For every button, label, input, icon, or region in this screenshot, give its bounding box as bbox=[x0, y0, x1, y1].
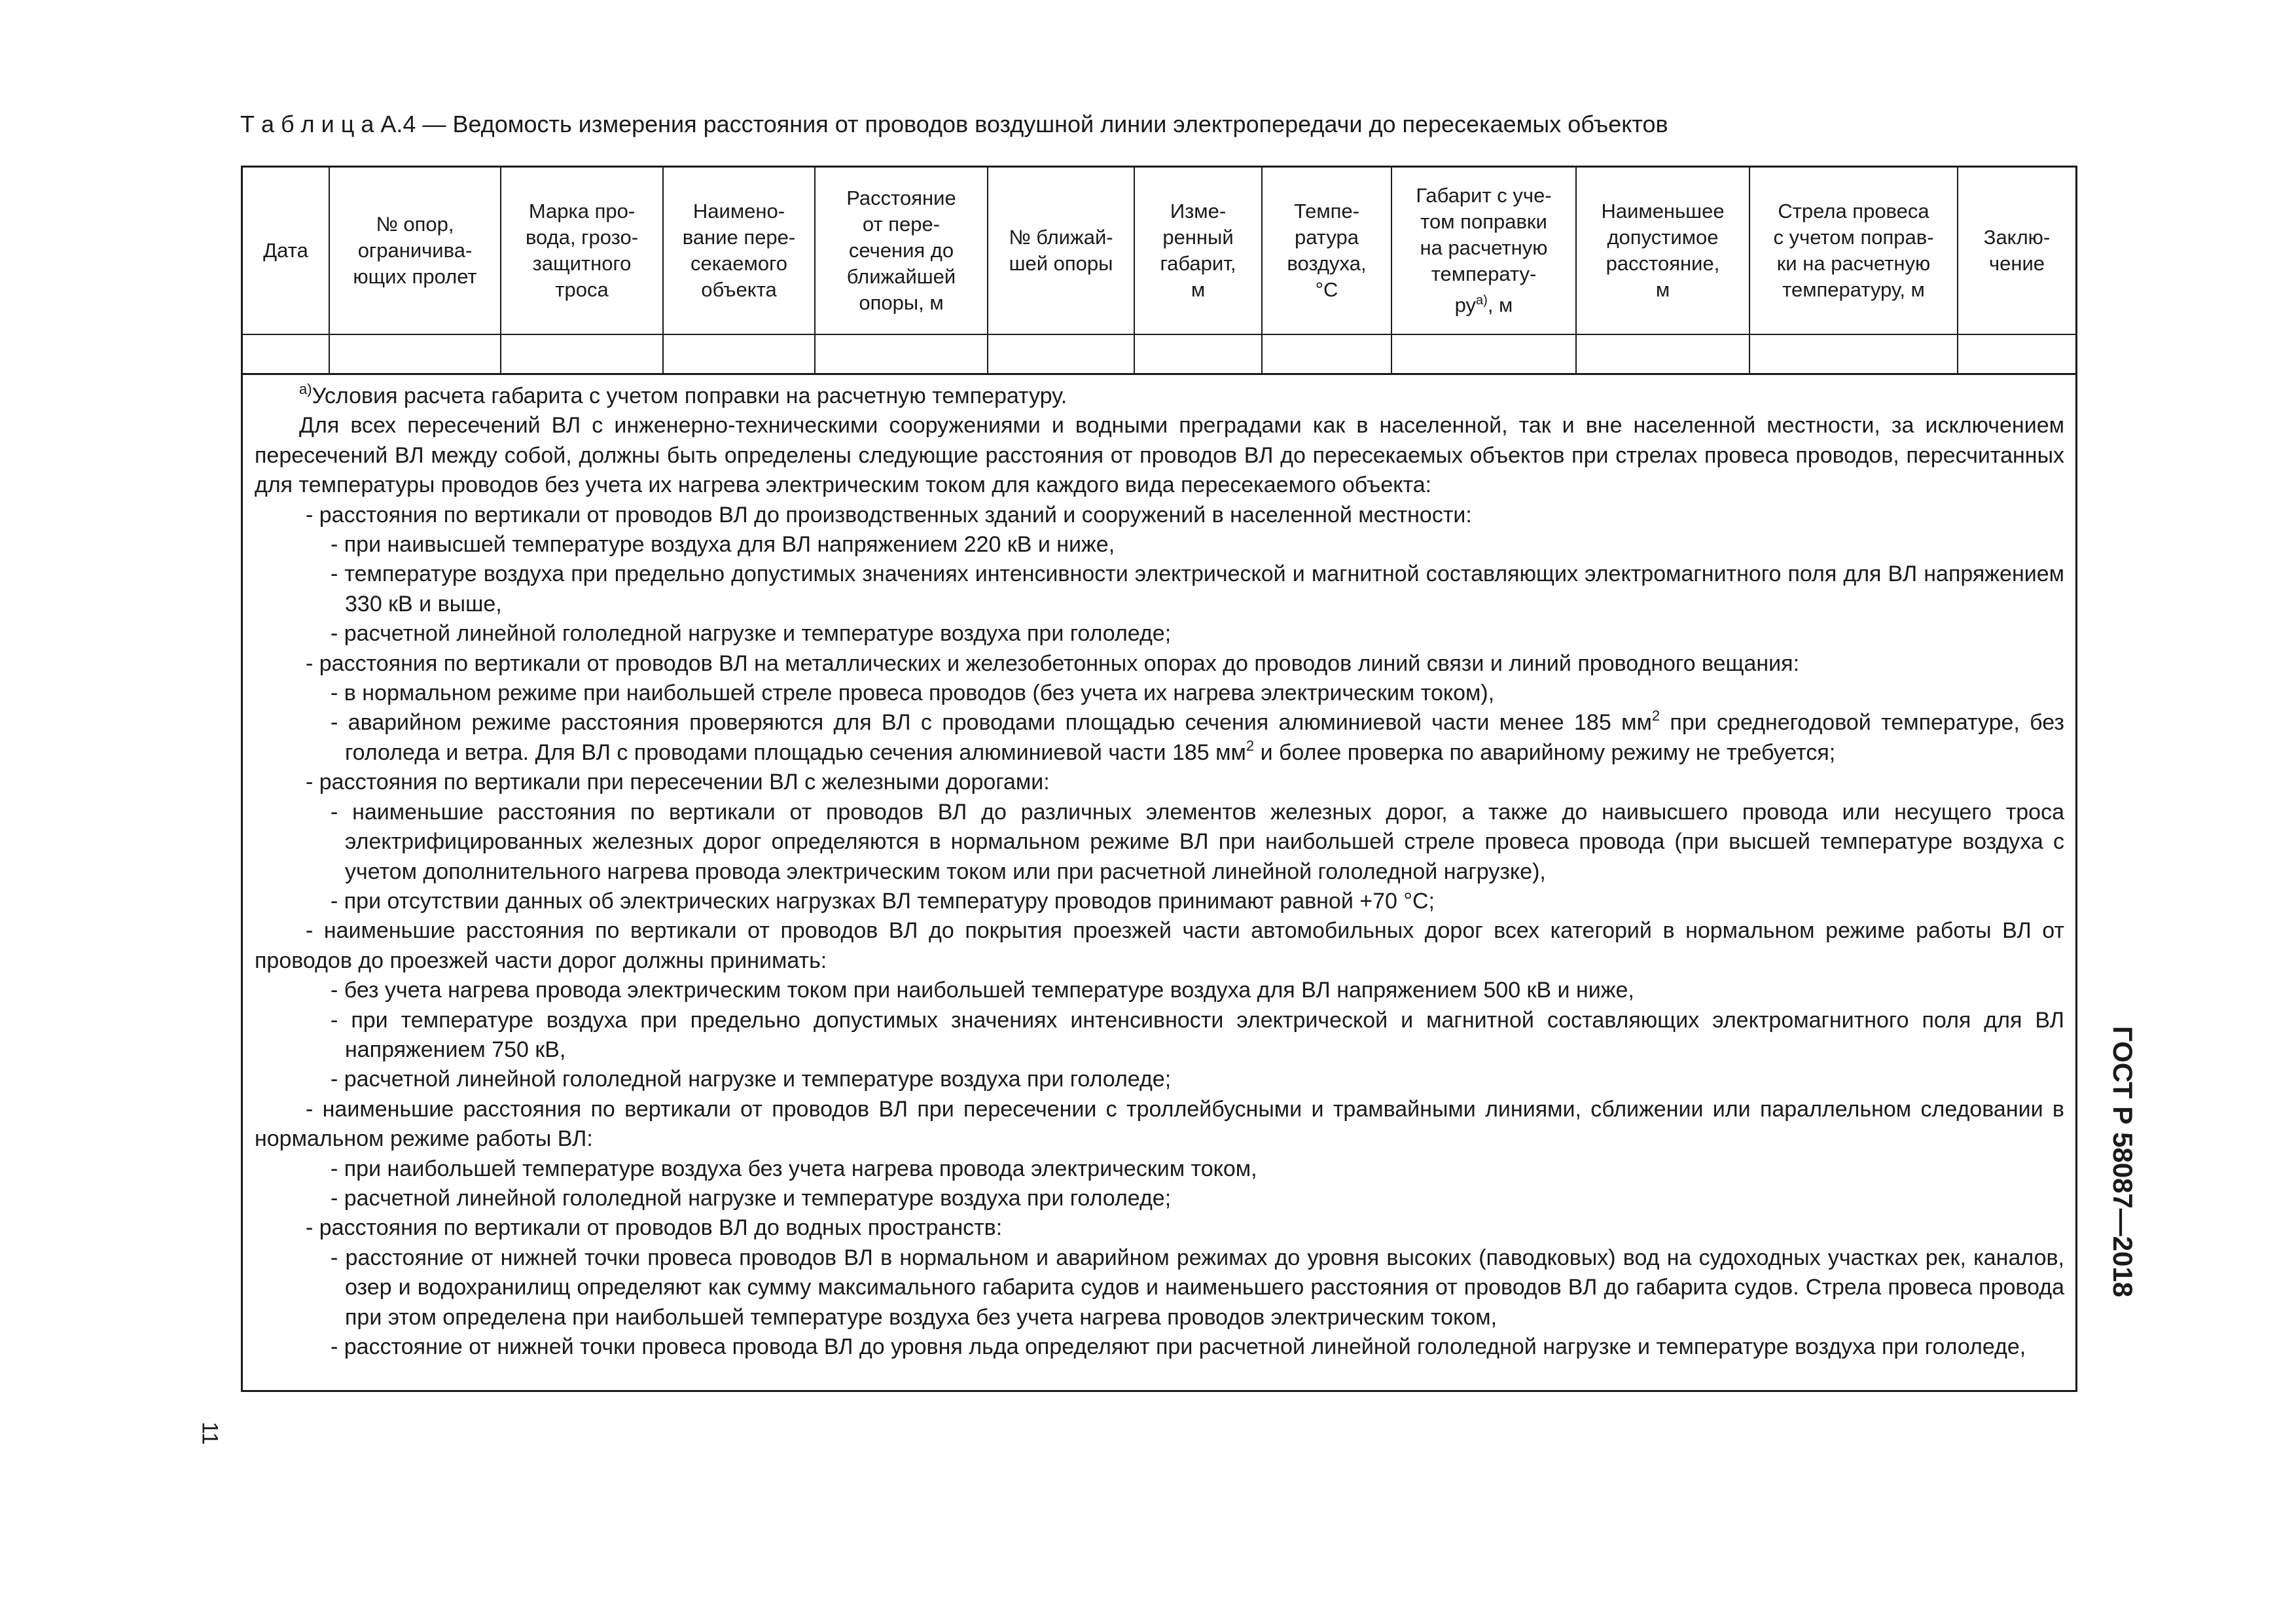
header-date: Дата bbox=[243, 168, 329, 334]
table-cell bbox=[1576, 334, 1749, 374]
table-cell bbox=[1391, 334, 1576, 374]
footnote-mark: а) bbox=[299, 381, 312, 397]
table-header-row bbox=[243, 168, 2075, 334]
table-cell bbox=[815, 334, 988, 374]
list-subitem: - при наибольшей температуре воздуха без учета нагрева провода электрическим током, bbox=[331, 1156, 1257, 1181]
table-cell bbox=[1262, 334, 1391, 374]
table-cell bbox=[243, 334, 329, 374]
header-sag: Стрела провеса с учетом поправ- ки на расчетную температуру, м bbox=[1749, 168, 1958, 334]
list-subitem: - расчетной линейной гололедной нагрузке и температуре воздуха при гололеде; bbox=[331, 1185, 1172, 1211]
list-subitem bbox=[255, 708, 2064, 768]
header-corrected-clearance-unit: , м bbox=[1487, 293, 1513, 317]
table-frame bbox=[241, 166, 2077, 1392]
list-subitem: - расстояние от нижней точки провеса проводов ВЛ в нормальном и аварийном режимах до уровня высоких (паводковых) вод на судоходных участках рек, каналов, озер и водохранилищ определяют как сумму максимального габарита судов и наименьшего расстояния от проводов ВЛ до габарита судов. Стрела провеса провода при этом определена при наибольшей температуре воздуха без учета нагрева проводов электрическим током, bbox=[331, 1245, 2064, 1330]
header-wire-grade: Марка про- вода, грозо- защитного троса bbox=[501, 168, 663, 334]
document-standard-title: ГОСТ Р 58087—2018 bbox=[2108, 1026, 2138, 1298]
list-subitem: - расчетной линейной гололедной нагрузке и температуре воздуха при гололеде; bbox=[331, 1067, 1172, 1092]
superscript: 2 bbox=[1651, 707, 1660, 724]
list-subitem: - при наивысшей температуре воздуха для ВЛ напряжением 220 кВ и ниже, bbox=[331, 532, 1115, 558]
measurement-table bbox=[243, 168, 2075, 375]
list-subitem-text: - аварийном режиме расстояния проверяются для ВЛ с проводами площадью сечения алюминиевой части менее 185 мм bbox=[331, 710, 1652, 736]
table-cell bbox=[988, 334, 1134, 374]
list-subitem: - температуре воздуха при предельно допустимых значениях интенсивности электрической и магнитной составляющих электромагнитного поля для ВЛ напряжением 330 кВ и выше, bbox=[331, 562, 2064, 616]
header-corrected-clearance bbox=[1391, 168, 1576, 334]
table-cell bbox=[329, 334, 501, 374]
list-item: - расстояния по вертикали от проводов ВЛ до водных пространств: bbox=[306, 1215, 1003, 1241]
header-crossed-object: Наимено- вание пере- секаемого объекта bbox=[663, 168, 815, 334]
table-cell bbox=[663, 334, 815, 374]
table-caption: Т а б л и ц а А.4 — Ведомость измерения расстояния от проводов воздушной линии электропередачи до пересекаемых объектов bbox=[240, 111, 1668, 137]
header-min-allowed-distance: Наименьшее допустимое расстояние, м bbox=[1576, 168, 1749, 334]
list-item: - наименьшие расстояния по вертикали от проводов ВЛ при пересечении с троллейбусными и трамвайными линиями, сближении или параллельном следовании в нормальном режиме работы ВЛ: bbox=[255, 1096, 2064, 1152]
header-measured-clearance: Изме- ренный габарит, м bbox=[1134, 168, 1262, 334]
list-subitem: - при температуре воздуха при предельно допустимых значениях интенсивности электрической и магнитной составляющих электромагнитного поля для ВЛ напряжением 750 кВ, bbox=[331, 1007, 2064, 1062]
header-conclusion: Заклю- чение bbox=[1958, 168, 2075, 334]
list-item: - расстояния по вертикали от проводов ВЛ на металлических и железобетонных опорах до проводов линий связи и линий проводного вещания: bbox=[306, 651, 1800, 676]
list-subitem-text: и более проверка по аварийному режиму не требуется; bbox=[1254, 740, 1836, 765]
list-subitem: - при отсутствии данных об электрических нагрузках ВЛ температуру проводов принимают равной +70 °С; bbox=[331, 888, 1435, 914]
header-distance-to-support: Расстояние от пере- сечения до ближайшей опоры, м bbox=[815, 168, 988, 334]
list-item: - расстояния по вертикали от проводов ВЛ до производственных зданий и сооружений в населенной местности: bbox=[306, 502, 1472, 527]
header-nearest-support: № ближай- шей опоры bbox=[988, 168, 1134, 334]
list-item: - наименьшие расстояния по вертикали от проводов ВЛ до покрытия проезжей части автомобильных дорог всех категорий в нормальном режиме работы ВЛ от проводов до проезжей части дорог должны принимать: bbox=[255, 918, 2064, 973]
list-item: - расстояния по вертикали при пересечении ВЛ с железными дорогами: bbox=[306, 770, 1050, 795]
list-subitem-text: при среднегодовой температуре, без гололеда и ветра. Для ВЛ с проводами площадью сечения алюминиевой части 185 мм bbox=[345, 710, 2065, 765]
table-cell bbox=[501, 334, 663, 374]
list-subitem: - без учета нагрева провода электрическим током при наибольшей температуре воздуха для ВЛ напряжением 500 кВ и ниже, bbox=[331, 978, 1634, 1003]
header-corrected-clearance-text: Габарит с уче- том поправки на расчетную температу- ру bbox=[1416, 184, 1552, 317]
list-subitem: - наименьшие расстояния по вертикали от проводов ВЛ до различных элементов железных дорог, а также до наивысшего провода или несущего троса электрифицированных железных дорог определяются в нормальном режиме ВЛ при наибольшей стреле провеса провода (при высшей температуре воздуха с учетом дополнительного нагрева провода электрическим током или при расчетной линейной гололедной нагрузке), bbox=[331, 799, 2064, 884]
footnote-text: Условия расчета габарита с учетом поправки на расчетную температуру. bbox=[312, 383, 1067, 408]
superscript: 2 bbox=[1246, 737, 1255, 754]
page-number: 11 bbox=[197, 1421, 223, 1445]
list-subitem: - расстояние от нижней точки провеса провода ВЛ до уровня льда определяют при расчетной линейной гололедной нагрузке и температуре воздуха при гололеде, bbox=[331, 1334, 2026, 1359]
header-support-numbers: № опор, ограничива- ющих пролет bbox=[329, 168, 501, 334]
header-footnote-mark: а) bbox=[1476, 293, 1488, 308]
notes-intro: Для всех пересечений ВЛ с инженерно-техническими сооружениями и водными преградами как в населенной, так и вне населенной местности, за исключением пересечений ВЛ между собой, должны быть определены следующие расстояния от проводов ВЛ до пересекаемых объектов при стрелах провеса проводов, пересчитанных для температуры проводов без учета их нагрева электрическим током для каждого вида пересекаемого объекта: bbox=[255, 413, 2064, 498]
list-subitem: - в нормальном режиме при наибольшей стреле провеса проводов (без учета их нагрева электрическим током), bbox=[331, 681, 1495, 706]
table-cell bbox=[1958, 334, 2075, 374]
table-empty-row bbox=[243, 334, 2075, 374]
table-cell bbox=[1134, 334, 1262, 374]
header-air-temperature: Темпе- ратура воздуха, °С bbox=[1262, 168, 1391, 334]
footnote bbox=[255, 382, 2064, 411]
list-subitem: - расчетной линейной гололедной нагрузке и температуре воздуха при гололеде; bbox=[331, 621, 1172, 647]
table-notes bbox=[255, 382, 2064, 1362]
table-cell bbox=[1749, 334, 1958, 374]
